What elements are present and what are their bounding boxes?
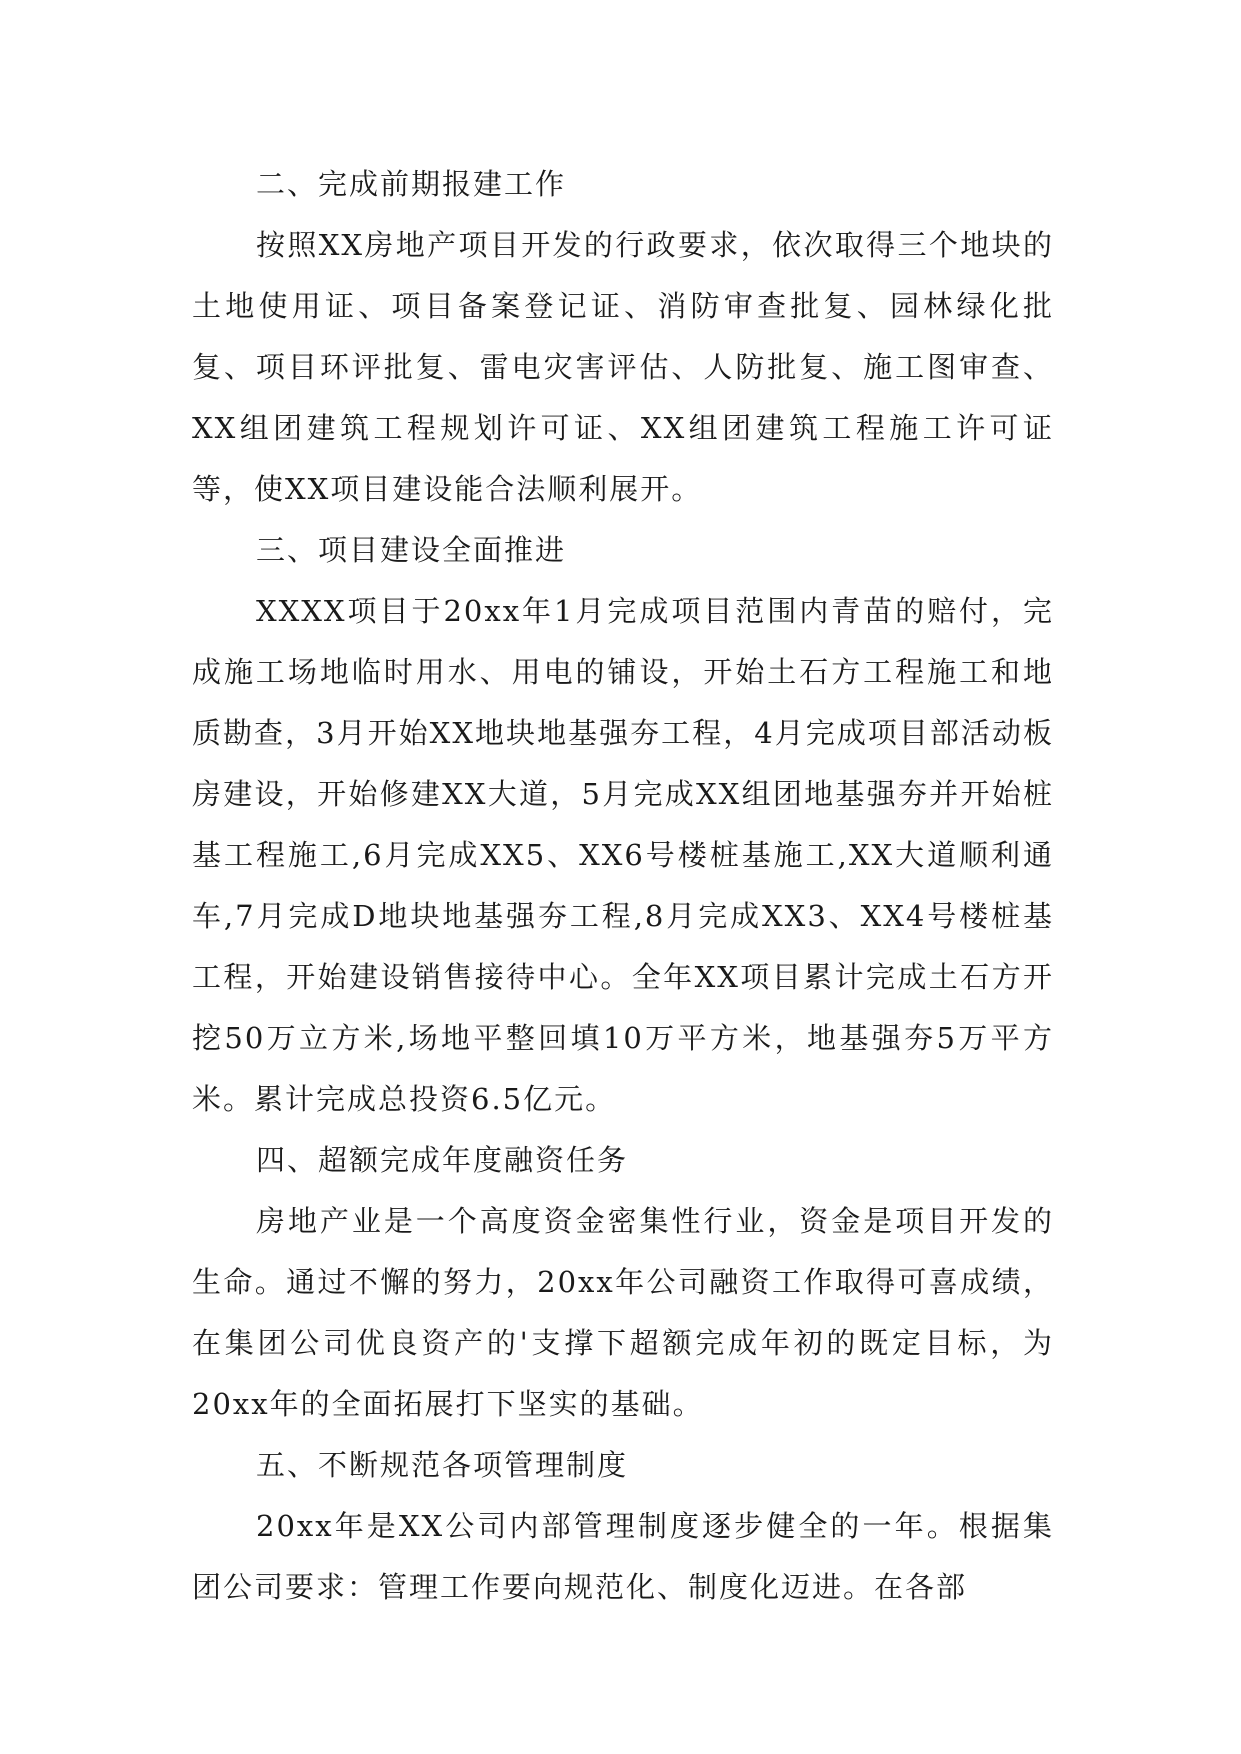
section-heading-3: 三、项目建设全面推进	[256, 533, 567, 567]
section-heading-5: 五、不断规范各项管理制度	[256, 1448, 629, 1482]
section-heading-4: 四、超额完成年度融资任务	[256, 1143, 629, 1177]
section-heading-2: 二、完成前期报建工作	[256, 167, 567, 201]
section-paragraph-4: 房地产业是一个高度资金密集性行业，资金是项目开发的生命。通过不懈的努力，20xx年公司融资工作取得可喜成绩，在集团公司优良资产的'支撑下超额完成年初的既定目标，为20xx年的全面拓展打下坚实的基础。	[192, 1204, 1054, 1421]
section-paragraph-5: 20xx年是XX公司内部管理制度逐步健全的一年。根据集团公司要求：管理工作要向规范化、制度化迈进。在各部	[192, 1509, 1054, 1604]
document-body	[192, 154, 1054, 1618]
section-paragraph-2: 按照XX房地产项目开发的行政要求，依次取得三个地块的土地使用证、项目备案登记证、消防审查批复、园林绿化批复、项目环评批复、雷电灾害评估、人防批复、施工图审查、XX组团建筑工程规划许可证、XX组团建筑工程施工许可证等，使XX项目建设能合法顺利展开。	[192, 228, 1054, 506]
section-paragraph-3: XXXX项目于20xx年1月完成项目范围内青苗的赔付，完成施工场地临时用水、用电的铺设，开始土石方工程施工和地质勘查，3月开始XX地块地基强夯工程，4月完成项目部活动板房建设，开始修建XX大道，5月完成XX组团地基强夯并开始桩基工程施工,6月完成XX5、XX6号楼桩基施工,XX大道顺利通车,7月完成D地块地基强夯工程,8月完成XX3、XX4号楼桩基工程，开始建设销售接待中心。全年XX项目累计完成土石方开挖50万立方米,场地平整回填10万平方米，地基强夯5万平方米。累计完成总投资6.5亿元。	[192, 594, 1054, 1116]
